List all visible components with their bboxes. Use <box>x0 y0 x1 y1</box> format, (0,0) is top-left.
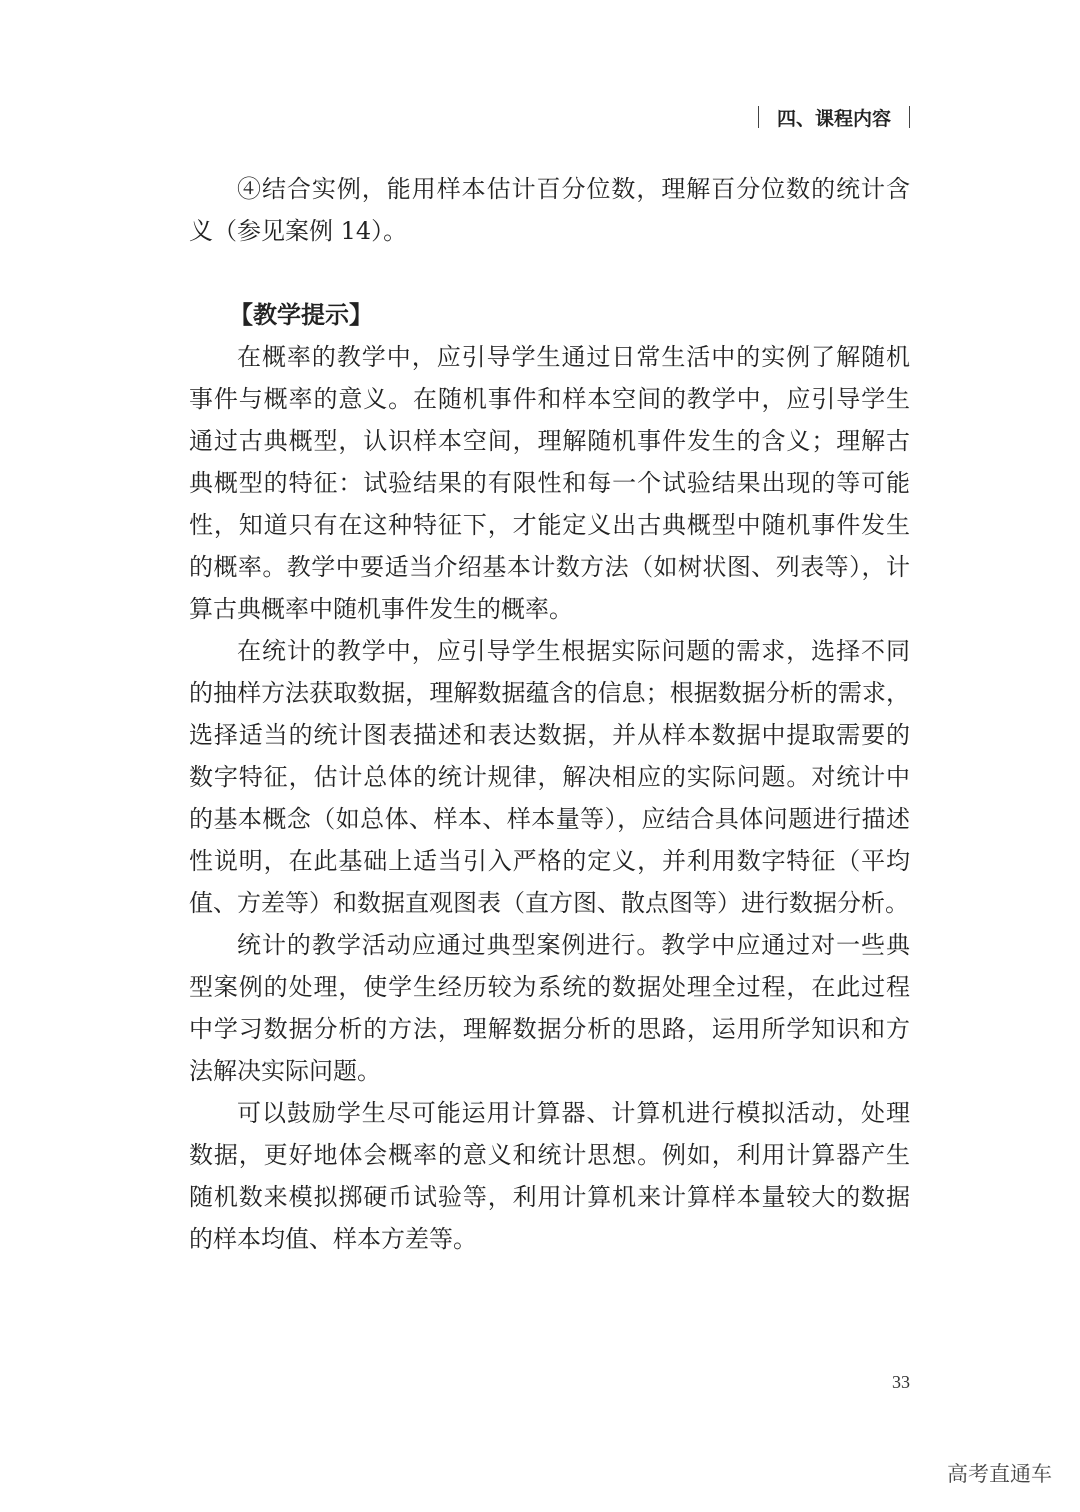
paragraph <box>189 1092 910 1260</box>
text-line: 在统计的教学中，应引导学生根据实际问题的需求，选择不同 <box>237 637 910 665</box>
text-line: 选择适当的统计图表描述和表达数据，并从样本数据中提取需要的 <box>189 721 910 749</box>
text-line: 的抽样方法获取数据，理解数据蕴含的信息；根据数据分析的需求， <box>189 679 910 707</box>
section-title: 四、课程内容 <box>776 107 891 130</box>
header-divider-left <box>758 106 759 128</box>
paragraph <box>189 630 910 924</box>
text-line: 的概率。教学中要适当介绍基本计数方法（如树状图、列表等），计 <box>189 553 910 581</box>
watermark: 高考直通车 <box>947 1462 1052 1486</box>
text-line: ④结合实例，能用样本估计百分位数，理解百分位数的统计含 <box>237 175 910 203</box>
text-line: 的基本概念（如总体、样本、样本量等），应结合具体问题进行描述 <box>189 805 910 833</box>
text-line: 在概率的教学中，应引导学生通过日常生活中的实例了解随机 <box>237 343 910 371</box>
teaching-tips-body <box>189 336 910 1260</box>
header-divider-right <box>909 106 910 128</box>
running-header <box>758 102 910 132</box>
text-line: 统计的教学活动应通过典型案例进行。教学中应通过对一些典 <box>237 931 910 959</box>
section-heading: 【教学提示】 <box>229 301 373 329</box>
paragraph <box>189 336 910 630</box>
text-line: 典概型的特征：试验结果的有限性和每一个试验结果出现的等可能 <box>189 469 910 497</box>
text-line: 数字特征，估计总体的统计规律，解决相应的实际问题。对统计中 <box>189 763 910 791</box>
text-line: 的样本均值、样本方差等。 <box>189 1225 477 1253</box>
text-line: 数据，更好地体会概率的意义和统计思想。例如，利用计算器产生 <box>189 1141 910 1169</box>
text-line: 值、方差等）和数据直观图表（直方图、散点图等）进行数据分析。 <box>189 889 909 917</box>
item-4-paragraph <box>189 168 910 252</box>
paragraph <box>189 924 910 1092</box>
page-number: 33 <box>892 1372 910 1392</box>
text-line: 可以鼓励学生尽可能运用计算器、计算机进行模拟活动，处理 <box>237 1099 910 1127</box>
text-line: 随机数来模拟掷硬币试验等，利用计算机来计算样本量较大的数据 <box>189 1183 910 1211</box>
text-line: 性说明，在此基础上适当引入严格的定义，并利用数字特征（平均 <box>189 847 910 875</box>
text-line: 通过古典概型，认识样本空间，理解随机事件发生的含义；理解古 <box>189 427 910 455</box>
text-line: 性，知道只有在这种特征下，才能定义出古典概型中随机事件发生 <box>189 511 910 539</box>
text-line: 型案例的处理，使学生经历较为系统的数据处理全过程，在此过程 <box>189 973 910 1001</box>
page-body <box>189 168 910 1260</box>
text-line: 中学习数据分析的方法，理解数据分析的思路，运用所学知识和方 <box>189 1015 910 1043</box>
text-line: 算古典概率中随机事件发生的概率。 <box>189 595 573 623</box>
text-line: 法解决实际问题。 <box>189 1057 381 1085</box>
text-line: 事件与概率的意义。在随机事件和样本空间的教学中，应引导学生 <box>189 385 910 413</box>
text-line: 义（参见案例 14）。 <box>189 217 408 245</box>
